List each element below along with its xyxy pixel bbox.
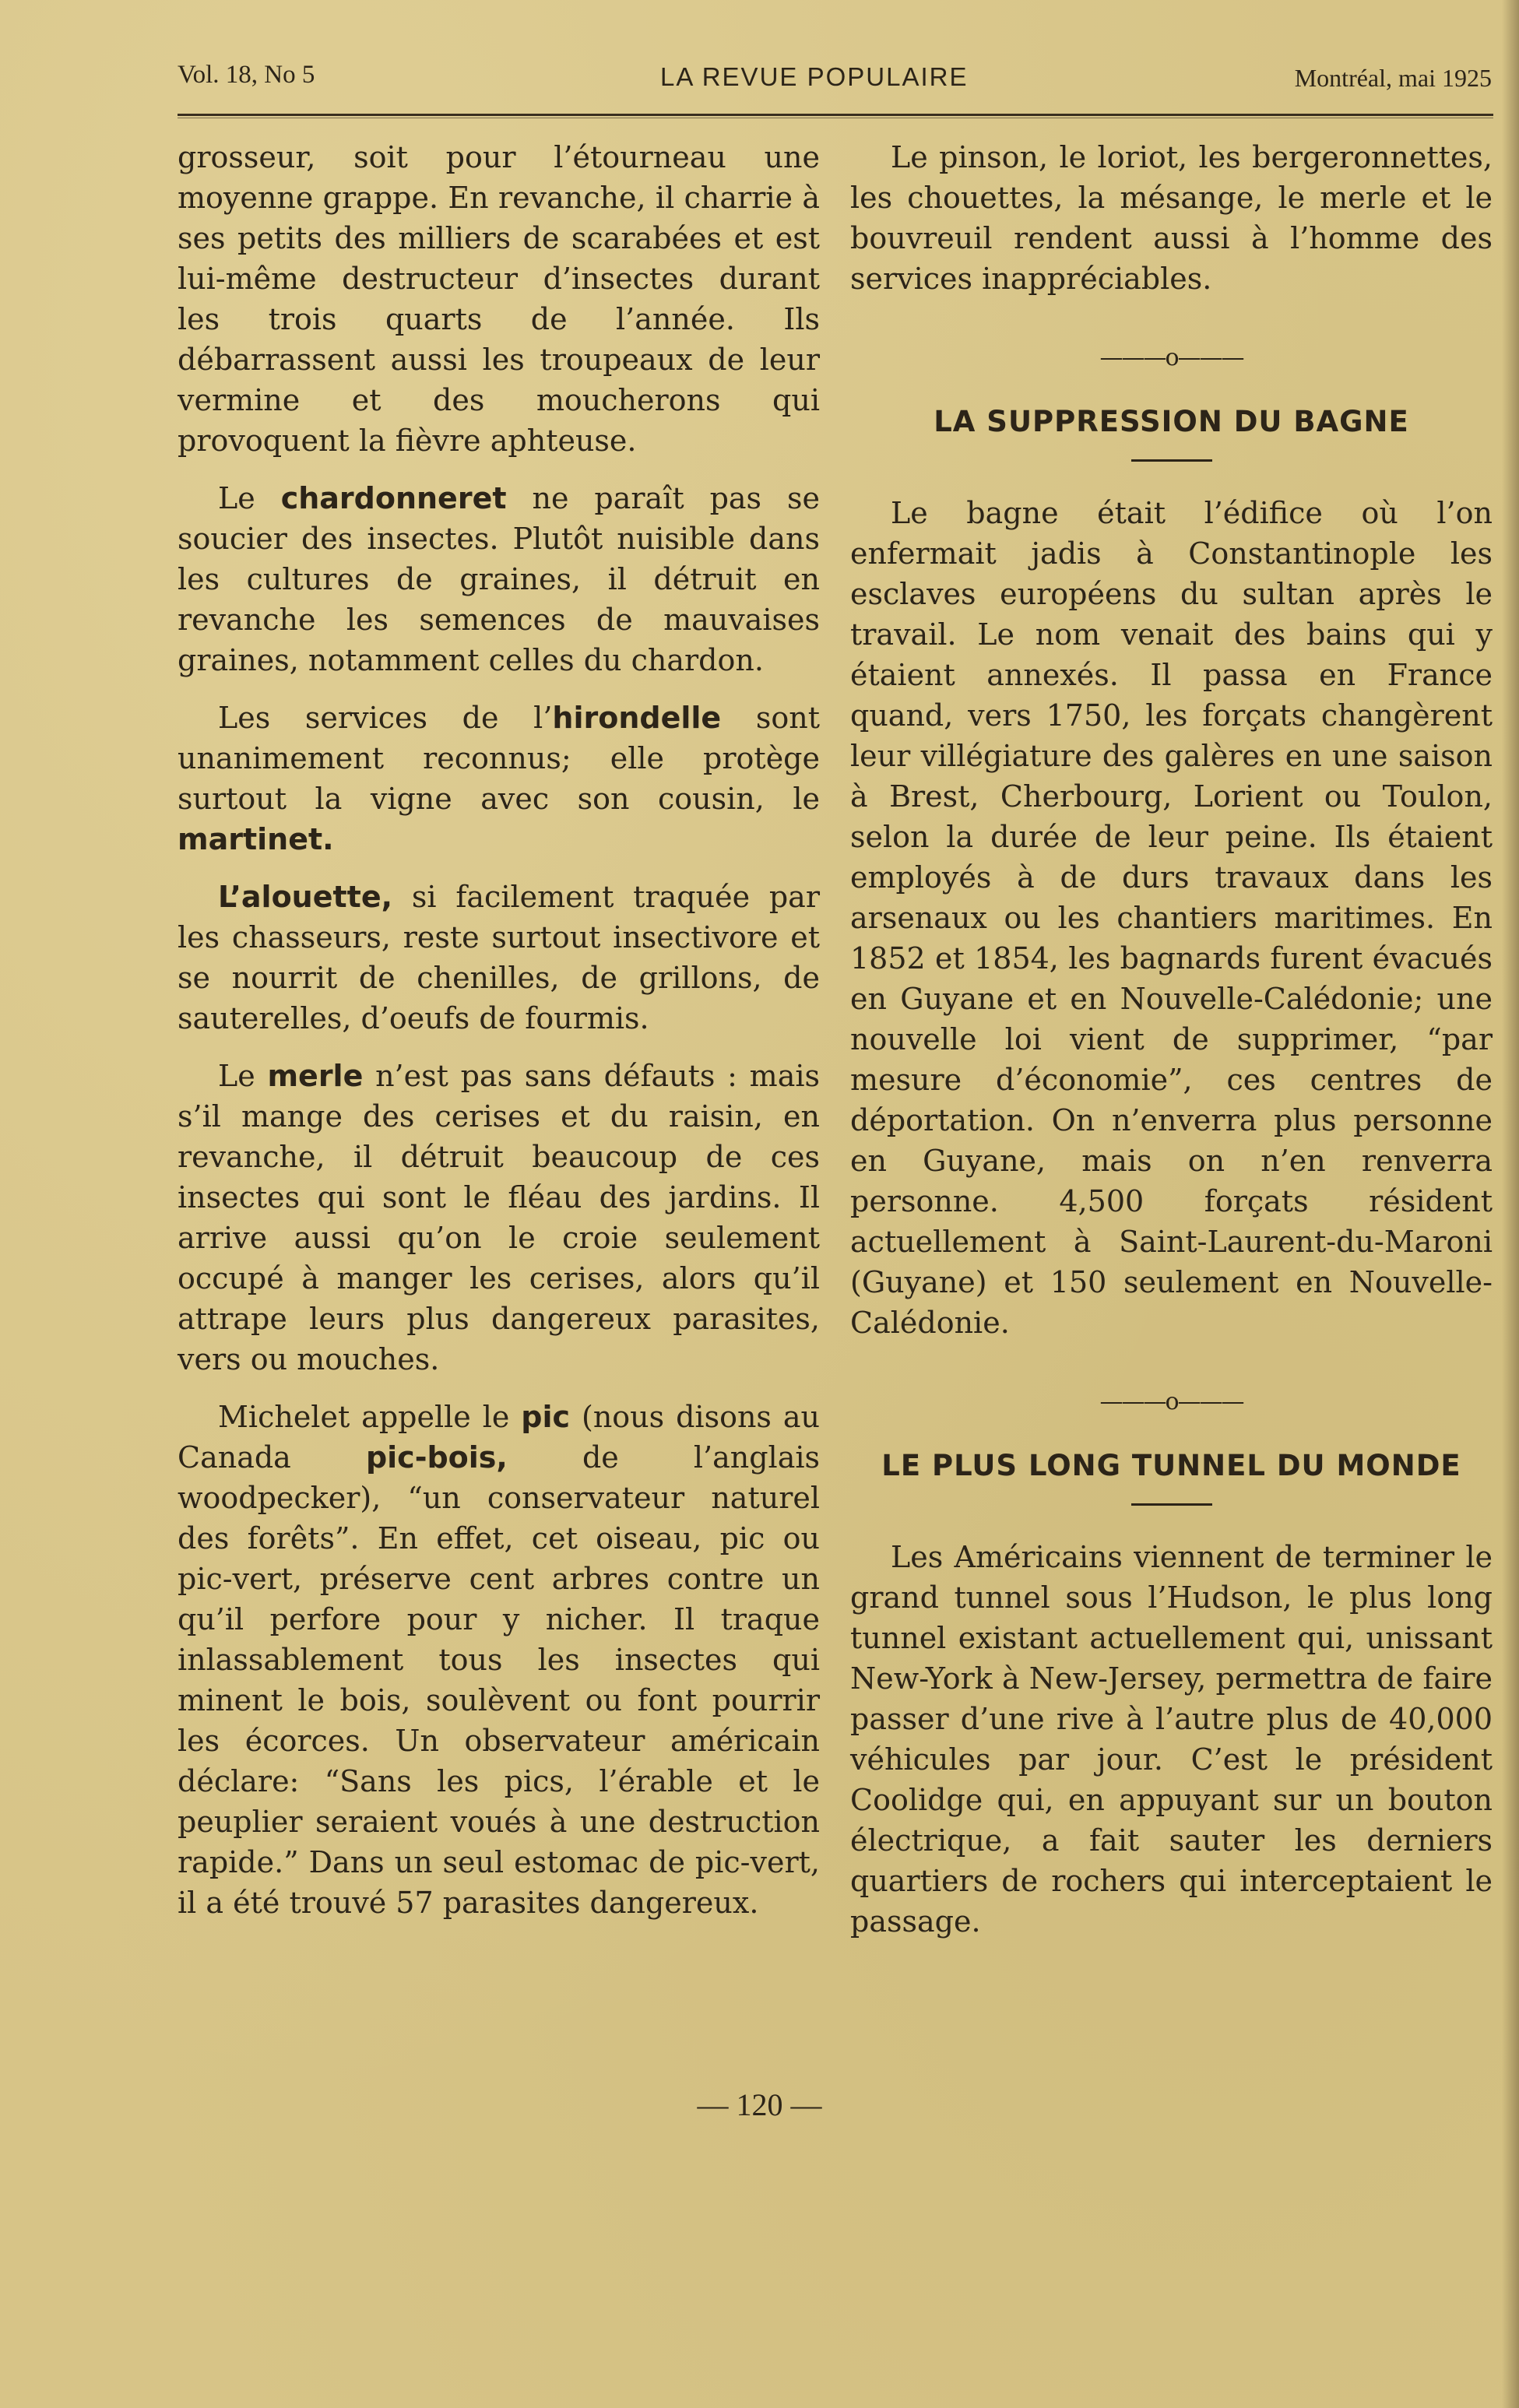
paragraph-pic (178, 1397, 820, 1923)
page-number: — 120 — (697, 2087, 822, 2122)
right-column (850, 137, 1493, 1959)
bird-name: pic (521, 1400, 571, 1434)
paragraph-text: si facilement traquée par les chasseurs, reste surtout insectivore et se nourrit de chenilles, de grillons, de sauterelles, d’oeufs de fourmis. (178, 880, 820, 1035)
paragraph-birds-intro: Le pinson, le loriot, les bergeronnettes, les chouettes, la mésange, le merle et le bouvreuil rendent aussi à l’homme des services inappréciables. (850, 140, 1493, 296)
paragraph-text: Le (218, 1059, 268, 1093)
paragraph-hirondelle (178, 698, 820, 859)
paragraph-text: sont unanimement reconnus; elle protège surtout la vigne avec son cousin, le (178, 701, 821, 816)
bird-name: hirondelle (552, 701, 722, 735)
paragraph-text: Les services de l’ (218, 701, 553, 735)
publication-title: LA REVUE POPULAIRE (660, 62, 969, 91)
issue-date: Montréal, mai 1925 (1294, 64, 1492, 92)
paragraph-text: de l’anglais woodpecker), “un conservateur naturel des forêts”. En effet, cet oiseau, pic ou pic-vert, préserve cent arbres contre un qu’il perfore pour y nicher. Il traque inlassablement tous les insectes qui minent le bois, soulèvent ou font pourrir les écorces. Un observateur américain déclare: “Sans les pics, l’érable et le peuplier seraient voués à une destruction rapide.” Dans un seul estomac de pic-vert, il a été trouvé 57 parasites dangereux. (178, 1440, 821, 1920)
paragraph-text: . (322, 822, 334, 856)
paragraph-bagne: Le bagne était l’édifice où l’on enfermait jadis à Constantinople les esclaves européens du sultan après le travail. Le nom venait des bains qui y étaient annexés. Il passa en France quand, vers 1750, les forçats changèrent leur villégiature des galères en une saison à Brest, Cherbourg, Lorient ou Toulon, selon la durée de leur peine. Ils étaient employés à de durs travaux dans les arsenaux ou les chantiers maritimes. En 1852 et 1854, les bagnards furent évacués en Guyane et en Nouvelle-Calédonie; une nouvelle loi vient de supprimer, “par mesure d’économie”, ces centres de déportation. On n’enverra plus personne en Guyane, mais on n’en renverra personne. 4,500 forçats résident actuellement à Saint-Laurent-du-Maroni (Guyane) et 150 seulement en Nouvelle-Calédonie. (850, 496, 1493, 1340)
paragraph-text: ne paraît pas se soucier des insectes. Plutôt nuisible dans les cultures de graines, il détruit en revanche les semences de mauvaises graines, notamment celles du chardon. (178, 481, 820, 677)
bird-name: L’alouette, (218, 880, 393, 914)
title-rule (1131, 1503, 1212, 1506)
paragraph-alouette (178, 877, 820, 1039)
section-separator: ———o——— (1099, 1388, 1243, 1415)
paragraph-etourneau: grosseur, soit pour l’étourneau une moyenne grappe. En revanche, il charrie à ses petits des milliers de scarabées et est lui-même destructeur d’insectes durant les trois quarts de l’année. Ils débarrassent aussi les troupeaux de leur vermine et des moucherons qui provoquent la fièvre aphteuse. (178, 140, 820, 458)
header-rule (178, 114, 1493, 116)
section-title-tunnel: LE PLUS LONG TUNNEL DU MONDE (881, 1449, 1461, 1482)
section-separator: ———o——— (1099, 344, 1243, 371)
paragraph-chardonneret (178, 478, 820, 680)
bird-name: pic-bois, (365, 1440, 508, 1475)
left-column (178, 137, 820, 1940)
page-edge-shadow (1502, 0, 1519, 2408)
volume-number: Vol. 18, No 5 (178, 61, 315, 89)
bird-name: merle (267, 1059, 364, 1093)
bird-name: martinet (178, 822, 323, 856)
paragraph-text: Le (218, 481, 281, 515)
section-title-bagne: LA SUPPRESSION DU BAGNE (934, 405, 1409, 438)
bird-name: chardonneret (280, 481, 507, 515)
paragraph-tunnel: Les Américains viennent de terminer le grand tunnel sous l’Hudson, le plus long tunnel existant actuellement qui, unissant New-York à New-Jersey, permettra de faire passer d’une rive à l’autre plus de 40,000 véhicules par jour. C’est le président Coolidge qui, en appuyant sur un bouton électrique, a fait sauter les derniers quartiers de rochers qui interceptaient le passage. (850, 1540, 1493, 1939)
paragraph-text: Michelet appelle le (218, 1400, 522, 1434)
paragraph-text: (nous disons au Canada (178, 1400, 820, 1475)
paragraph-merle (178, 1056, 820, 1380)
paragraph-text: n’est pas sans défauts : mais s’il mange des cerises et du raisin, en revanche, il détruit beaucoup de ces insectes qui sont le fléau des jardins. Il arrive aussi qu’on le croie seulement occupé à manger les cerises, alors qu’il attrape leurs plus dangereux parasites, vers ou mouches. (178, 1059, 820, 1376)
title-rule (1131, 459, 1212, 462)
running-header (178, 61, 1492, 107)
